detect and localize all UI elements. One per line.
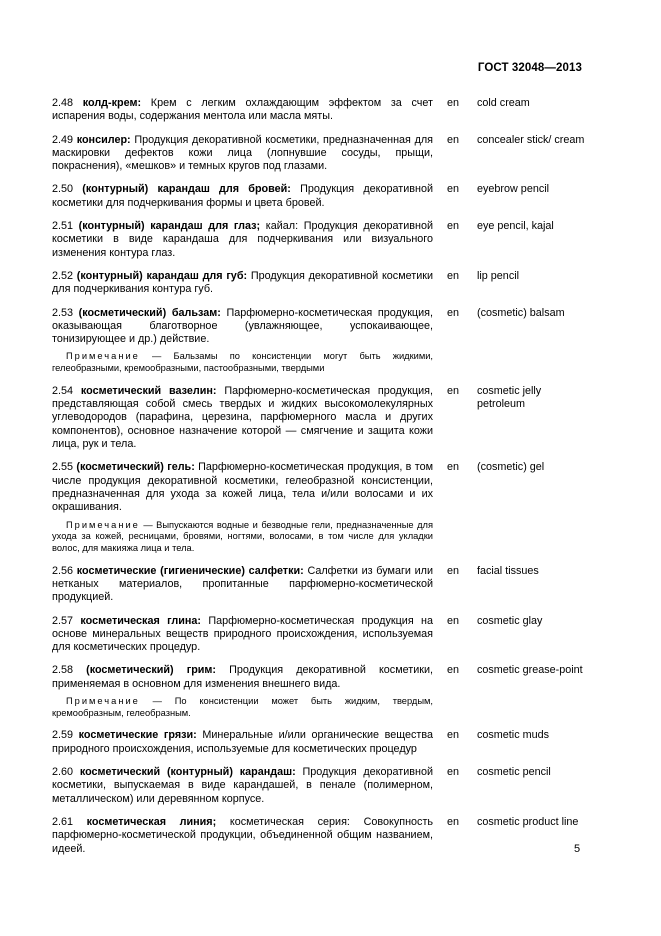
- term-number: 2.59: [52, 729, 74, 742]
- term-list: [52, 97, 592, 866]
- language-code: en: [447, 133, 460, 146]
- term-text: Минеральные и/или органические вещества природного происхождения, используемые для косметических процедур: [52, 729, 433, 755]
- language-code: en: [447, 384, 460, 397]
- term-number: 2.60: [52, 766, 74, 779]
- english-equivalent: eyebrow pencil: [477, 183, 550, 196]
- term-definition: [52, 729, 433, 756]
- term-entry: [52, 729, 592, 756]
- language-code: en: [447, 614, 460, 627]
- term-text: Продукция декоративной косметики, выпускаемая в виде карандашей, в пенале (полимерном, металлическом) или деревянном корпусе.: [52, 766, 433, 805]
- term-definition: [52, 97, 433, 124]
- term-name: косметический (контурный) карандаш:: [79, 766, 296, 779]
- term-number: 2.57: [52, 614, 74, 627]
- term-note: [52, 351, 433, 374]
- term-text: Крем с легким охлаждающим эффектом за счет испарения воды, содержания ментола или масла мяты.: [52, 97, 433, 123]
- term-definition: [52, 307, 433, 347]
- note-label: Примечание: [66, 351, 140, 362]
- term-text: косметическая серия: Совокупность парфюмерно-косметической продукции, объединенной общим названием, идеей.: [52, 815, 434, 855]
- language-code: en: [447, 220, 460, 233]
- term-entry: [52, 220, 592, 260]
- term-name: косметические (гигиенические) салфетки:: [76, 564, 304, 577]
- term-name: (косметический) бальзам:: [78, 306, 221, 319]
- term-number: 2.51: [52, 220, 74, 233]
- term-text: Парфюмерно-косметическая продукция, представляющая собой смесь твердых и жидких высокомолекулярных углеводородов (парафина, церезина, парфюмерного масла и других компонентов), основное назначение которой — смягчение и защита кожи лица, рук и тела.: [52, 384, 434, 451]
- language-code: en: [447, 729, 460, 742]
- term-name: консилер:: [76, 133, 131, 146]
- language-code: en: [447, 269, 460, 282]
- english-equivalent: lip pencil: [477, 269, 520, 282]
- note-text: — Выпускаются водные и безводные гели, предназначенные для ухода за кожей, ресницами, бровями, ногтями, волосами, в том числе для укладки волос, для макияжа лица и тела.: [52, 519, 433, 553]
- term-text: Салфетки из бумаги или нетканых материалов, пропитанные парфюмерно-косметической продукцией.: [52, 564, 434, 604]
- english-equivalent: cosmetic muds: [477, 729, 549, 742]
- term-number: 2.53: [52, 306, 74, 319]
- term-entry: [52, 385, 592, 451]
- term-entry: [52, 615, 592, 655]
- term-definition: [52, 615, 433, 655]
- term-definition: [52, 565, 433, 605]
- term-number: 2.54: [52, 384, 74, 397]
- term-number: 2.55: [52, 461, 74, 474]
- term-text: Парфюмерно-косметическая продукция на основе минеральных веществ природного происхождения, используемая для косметических процедур.: [52, 614, 434, 654]
- term-name: (косметический) гель:: [76, 461, 195, 474]
- page-number: 5: [574, 843, 581, 855]
- term-name: косметические грязи:: [78, 729, 197, 742]
- term-name: колд-крем:: [82, 97, 142, 109]
- term-entry: [52, 134, 592, 174]
- term-entry: [52, 97, 592, 124]
- term-entry: [52, 307, 592, 347]
- note-text: — Бальзамы по консистенции могут быть жидкими, гелеобразными, кремообразными, пастообразными, твердыми: [52, 351, 433, 374]
- language-code: en: [447, 766, 460, 779]
- term-text: Продукция декоративной косметики для подчеркивания контура губ.: [52, 269, 433, 296]
- term-entry: [52, 461, 592, 514]
- term-definition: [52, 461, 433, 514]
- term-number: 2.58: [52, 664, 74, 677]
- note-label: Примечание: [66, 696, 140, 707]
- term-note: [52, 696, 433, 719]
- term-number: 2.48: [52, 97, 74, 109]
- term-name: (контурный) карандаш для глаз;: [78, 220, 261, 233]
- document-header: ГОСТ 32048—2013: [477, 62, 582, 74]
- term-definition: [52, 385, 433, 451]
- term-entry: [52, 766, 592, 806]
- language-code: en: [447, 461, 460, 474]
- english-equivalent: cosmetic pencil: [477, 766, 551, 779]
- term-name: (косметический) грим:: [86, 664, 217, 677]
- term-definition: [52, 816, 433, 856]
- term-number: 2.56: [52, 564, 74, 577]
- term-name: (контурный) карандаш для бровей:: [82, 183, 291, 196]
- english-equivalent: cosmetic product line: [477, 815, 579, 828]
- term-text: Продукция декоративной косметики, предназначенная для маскировки дефектов кожи лица (лопнувшие сосуды, прыщи, покраснения), «мешков» и темных кругов под глазами.: [52, 133, 434, 173]
- term-name: (контурный) карандаш для губ:: [76, 269, 248, 282]
- note-text: — По консистенции может быть жидким, твердым, кремообразным, гелеобразным.: [52, 696, 433, 718]
- english-equivalent: (cosmetic) balsam: [477, 306, 565, 319]
- language-code: en: [447, 564, 460, 577]
- language-code: en: [447, 183, 460, 196]
- term-name: косметический вазелин:: [80, 384, 217, 397]
- term-entry: [52, 565, 592, 605]
- term-definition: [52, 664, 433, 691]
- english-equivalent: facial tissues: [477, 564, 539, 577]
- term-number: 2.50: [52, 183, 74, 196]
- term-text: кайал: Продукция декоративной косметики в виде карандаша для подчеркивания или визуального изменения контура глаз.: [52, 220, 433, 259]
- english-equivalent: concealer stick/ cream: [477, 133, 585, 146]
- term-text: Парфюмерно-косметическая продукция, в том числе продукция декоративной косметики, гелеобразной консистенции, предназначенная для ухода за кожей лица, тела и/или волосами и их окрашивания.: [52, 461, 434, 514]
- term-text: Парфюмерно-косметическая продукция, оказывающая благотворное (увлажняющее, успокаивающее, тонизирующее и др.) действие.: [52, 306, 433, 346]
- term-definition: [52, 766, 433, 806]
- term-definition: [52, 183, 433, 210]
- term-note: [52, 520, 433, 555]
- language-code: en: [447, 97, 460, 109]
- english-equivalent: eye pencil, kajal: [477, 220, 554, 233]
- language-code: en: [447, 815, 460, 828]
- term-text: Продукция декоративной косметики, применяемая в основном для изменения внешнего вида.: [52, 664, 433, 690]
- english-equivalent: cold cream: [477, 97, 530, 109]
- english-equivalent: cosmetic grease-point: [477, 664, 583, 677]
- term-entry: [52, 664, 592, 691]
- term-definition: [52, 270, 433, 297]
- term-definition: [52, 220, 433, 260]
- term-entry: [52, 816, 592, 856]
- term-name: косметическая линия;: [86, 815, 217, 828]
- term-definition: [52, 134, 433, 174]
- english-equivalent: (cosmetic) gel: [477, 461, 545, 474]
- note-label: Примечание: [66, 519, 140, 530]
- term-entry: [52, 183, 592, 210]
- english-equivalent: cosmetic glay: [477, 614, 543, 627]
- term-name: косметическая глина:: [80, 614, 201, 627]
- term-text: Продукция декоративной косметики для подчеркивания формы и цвета бровей.: [52, 183, 434, 209]
- language-code: en: [447, 664, 460, 677]
- term-number: 2.61: [52, 815, 74, 828]
- language-code: en: [447, 306, 460, 319]
- term-number: 2.52: [52, 269, 74, 282]
- term-number: 2.49: [52, 133, 74, 146]
- english-equivalent: cosmetic jelly petroleum: [477, 384, 542, 411]
- term-entry: [52, 270, 592, 297]
